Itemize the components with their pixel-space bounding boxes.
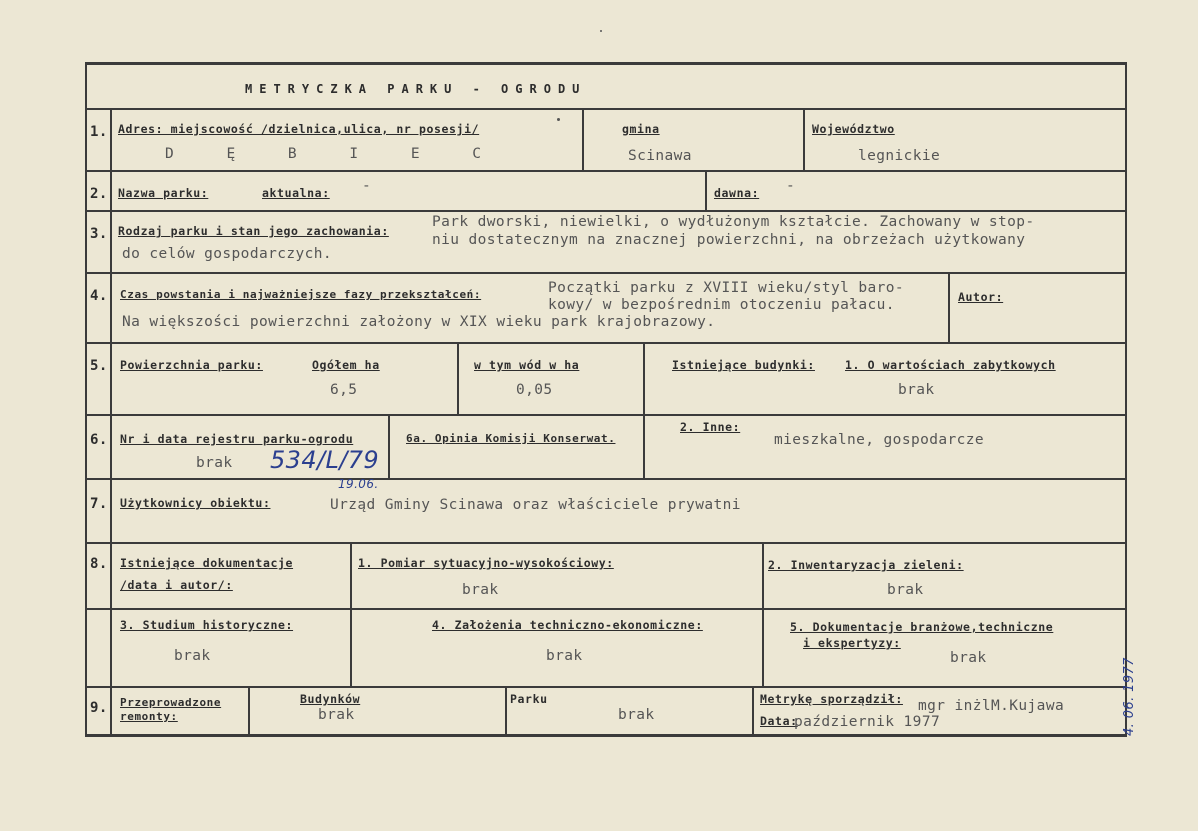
rule — [388, 414, 390, 478]
documentation-label-line2: /data i autor/: — [120, 578, 233, 592]
ink-speck — [557, 118, 560, 121]
water-area-label: w tym wód w ha — [474, 358, 580, 372]
water-area-value: 0,05 — [516, 382, 553, 398]
total-area-label: Ogółem ha — [312, 358, 380, 372]
history-phases-label: Czas powstania i najważniejsze fazy przekształceń: — [120, 288, 482, 301]
area-label: Powierzchnia parku: — [120, 358, 263, 372]
rule — [85, 170, 1127, 172]
rule — [248, 686, 250, 734]
park-type-text-line2: niu dostatecznym na znacznej powierzchni, na obrzeżach użytkowany — [432, 232, 1026, 248]
page-title: METRYCZKA PARKU - OGRODU — [245, 82, 587, 96]
renovations-label-line2: remonty: — [120, 710, 178, 723]
rule — [85, 608, 1127, 610]
address-value: D Ę B I E C — [165, 146, 504, 162]
author-label: Autor: — [958, 290, 1004, 304]
historical-study-value: brak — [174, 648, 211, 664]
park-type-text-line3: do celów gospodarczych. — [122, 246, 332, 262]
former-name-value: - — [786, 178, 796, 194]
buildings-renovation-label: Budynków — [300, 692, 361, 706]
monument-buildings-value: brak — [898, 382, 935, 398]
rule — [85, 734, 1127, 737]
voivodeship-value: legnickie — [858, 148, 941, 164]
address-label: Adres: miejscowość /dzielnica,ulica, nr posesji/ — [118, 122, 480, 136]
voivodeship-label: Województwo — [812, 122, 895, 136]
ink-speck — [600, 30, 602, 32]
rule — [582, 108, 584, 170]
rule — [643, 342, 645, 478]
date-label: Data: — [760, 714, 798, 728]
rule — [85, 414, 1127, 416]
rule — [762, 608, 764, 686]
renovations-label-line1: Przeprowadzone — [120, 696, 222, 709]
total-area-value: 6,5 — [330, 382, 358, 398]
history-text-line3: Na większości powierzchni założony w XIX wieku park krajobrazowy. — [122, 314, 716, 330]
technical-assumptions-value: brak — [546, 648, 583, 664]
rule — [505, 686, 507, 734]
branch-docs-value: brak — [950, 650, 987, 666]
rule — [350, 542, 352, 686]
history-text-line1: Początki parku z XVIII wieku/styl baro- — [548, 280, 905, 296]
other-buildings-value: mieszkalne, gospodarcze — [774, 432, 984, 448]
row-number: 9. — [90, 700, 108, 716]
date-value: październik 1977 — [794, 714, 941, 730]
rule — [110, 108, 112, 737]
survey-label: 1. Pomiar sytuacyjno-wysokościowy: — [358, 556, 614, 570]
rule — [85, 542, 1127, 544]
rule — [85, 210, 1127, 212]
row-number: 4. — [90, 288, 108, 304]
buildings-label: Istniejące budynki: — [672, 358, 815, 372]
park-type-text-line1: Park dworski, niewielki, o wydłużonym kształcie. Zachowany w stop- — [432, 214, 1035, 230]
greenery-value: brak — [887, 582, 924, 598]
row-number: 6. — [90, 432, 108, 448]
users-label: Użytkownicy obiektu: — [120, 496, 271, 510]
made-by-label: Metrykę sporządził: — [760, 692, 903, 706]
rule — [752, 686, 754, 734]
rule — [85, 62, 1127, 65]
rule — [457, 342, 459, 414]
park-renovation-value: brak — [618, 707, 655, 723]
history-text-line2: kowy/ w bezpośrednim otoczeniu pałacu. — [548, 297, 895, 313]
rule — [85, 108, 1127, 110]
made-by-value: mgr inżlM.Kujawa — [918, 698, 1065, 714]
rule — [85, 686, 1127, 688]
current-name-value: - — [362, 178, 372, 194]
row-number: 5. — [90, 358, 108, 374]
register-handwritten-date: 19.06. — [338, 477, 379, 491]
buildings-renovation-value: brak — [318, 707, 355, 723]
monument-buildings-label: 1. O wartościach zabytkowych — [845, 358, 1056, 372]
other-buildings-label: 2. Inne: — [680, 420, 741, 434]
former-name-label: dawna: — [714, 186, 760, 200]
park-name-label: Nazwa parku: — [118, 186, 209, 200]
current-name-label: aktualna: — [262, 186, 330, 200]
conservation-opinion-label: 6a. Opinia Komisji Konserwat. — [406, 432, 616, 445]
branch-docs-label-line2: i ekspertyzy: — [803, 636, 901, 650]
side-handwritten-date: 4. 06. 1977 — [1122, 657, 1137, 736]
gmina-label: gmina — [622, 122, 660, 136]
historical-study-label: 3. Studium historyczne: — [120, 618, 294, 632]
rule — [1125, 62, 1127, 737]
rule — [948, 272, 950, 342]
row-number: 7. — [90, 496, 108, 512]
row-number: 8. — [90, 556, 108, 572]
documentation-label-line1: Istniejące dokumentacje — [120, 556, 294, 570]
rule — [85, 342, 1127, 344]
rule — [705, 170, 707, 210]
register-value: brak — [196, 455, 233, 471]
greenery-label: 2. Inwentaryzacja zieleni: — [768, 558, 964, 572]
branch-docs-label-line1: 5. Dokumentacje branżowe,techniczne — [790, 620, 1054, 634]
rule — [803, 108, 805, 170]
row-number: 3. — [90, 226, 108, 242]
park-type-label: Rodzaj parku i stan jego zachowania: — [118, 224, 389, 238]
rule — [85, 62, 87, 737]
rule — [762, 542, 764, 608]
row-number: 2. — [90, 186, 108, 202]
rule — [85, 272, 1127, 274]
park-renovation-label: Parku — [510, 692, 548, 706]
register-handwritten-number: 534/L/79 — [270, 446, 380, 474]
users-value: Urząd Gminy Scinawa oraz właściciele prywatni — [330, 497, 741, 513]
gmina-value: Scinawa — [628, 148, 692, 164]
register-label: Nr i data rejestru parku-ogrodu — [120, 432, 354, 446]
rule — [85, 478, 1127, 480]
technical-assumptions-label: 4. Założenia techniczno-ekonomiczne: — [432, 618, 703, 632]
survey-value: brak — [462, 582, 499, 598]
row-number: 1. — [90, 124, 108, 140]
